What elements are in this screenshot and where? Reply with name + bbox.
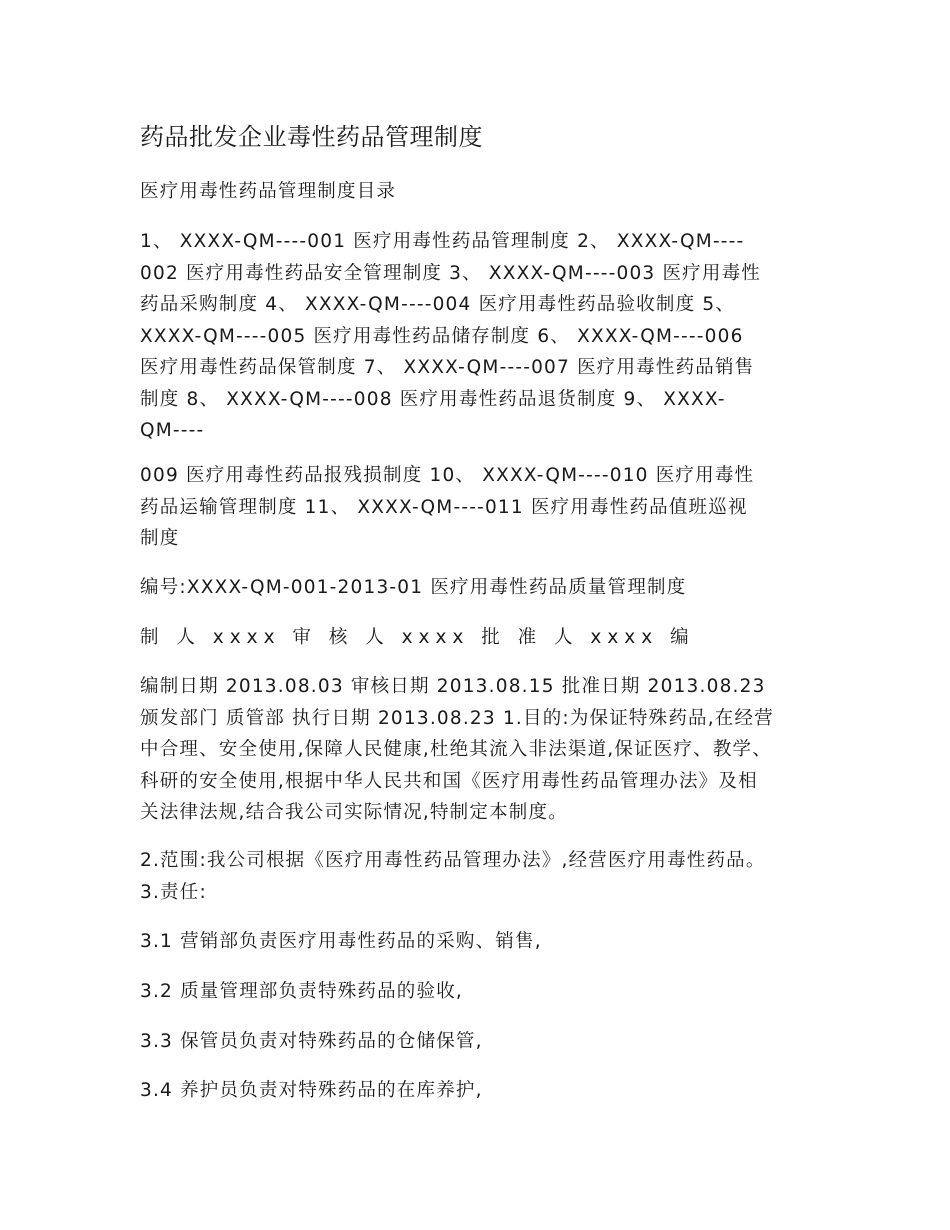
purpose-line: 颁发部门 质管部 执行日期 2013.08.23 1.目的:为保证特殊药品,在经营: [140, 707, 774, 729]
responsibility-text: 3.4 养护员负责对特殊药品的在库养护,: [140, 1080, 483, 1101]
toc-line: 药品采购制度 4、 XXXX-QM----004 医疗用毒性药品验收制度 5、: [140, 294, 736, 315]
responsibility-3-4: [140, 1075, 820, 1107]
scope-section: [140, 845, 820, 908]
doc-number: [140, 572, 820, 604]
signers-line: [140, 622, 820, 654]
toc-heading-text: 医疗用毒性药品管理制度目录: [140, 181, 397, 202]
document-title: 药品批发企业毒性药品管理制度: [140, 123, 483, 151]
signers-text: 制 人 xxxx 审 核 人 xxxx 批 准 人 xxxx 编: [140, 627, 695, 648]
toc-line: 医疗用毒性药品保管制度 7、 XXXX-QM----007 医疗用毒性药品销售: [140, 357, 755, 378]
purpose-line: 编制日期 2013.08.03 审核日期 2013.08.15 批准日期 2013.08.23: [140, 676, 766, 697]
toc-list-continued: [140, 460, 820, 555]
toc-line: 1、 XXXX-QM----001 医疗用毒性药品管理制度 2、 XXXX-QM----: [140, 231, 745, 252]
toc-line: 009 医疗用毒性药品报残损制度 10、 XXXX-QM----010 医疗用毒性: [140, 465, 755, 486]
responsibility-text: 3.1 营销部负责医疗用毒性药品的采购、销售,: [140, 931, 542, 952]
responsibility-3-3: [140, 1026, 820, 1058]
responsibility-text: 3.3 保管员负责对特殊药品的仓储保管,: [140, 1031, 483, 1052]
scope-line: 3.责任:: [140, 881, 207, 903]
toc-line: 药品运输管理制度 11、 XXXX-QM----011 医疗用毒性药品值班巡视: [140, 496, 748, 518]
toc-line: QM----: [140, 420, 205, 441]
toc-line: XXXX-QM----005 医疗用毒性药品储存制度 6、 XXXX-QM----006: [140, 325, 744, 347]
purpose-line: 中合理、安全使用,保障人民健康,杜绝其流入非法渠道,保证医疗、教学、: [140, 739, 772, 760]
scope-line: 2.范围:我公司根据《医疗用毒性药品管理办法》,经营医疗用毒性药品。: [140, 850, 766, 871]
responsibility-3-1: [140, 926, 820, 958]
doc-number-text: 编号:XXXX-QM-001-2013-01 医疗用毒性药品质量管理制度: [140, 577, 687, 598]
responsibility-text: 3.2 质量管理部负责特殊药品的验收,: [140, 981, 463, 1002]
toc-heading: [140, 176, 820, 208]
toc-line: 制度: [140, 528, 180, 549]
toc-line: 制度 8、 XXXX-QM----008 医疗用毒性药品退货制度 9、 XXXX-: [140, 388, 726, 410]
toc-line: 002 医疗用毒性药品安全管理制度 3、 XXXX-QM----003 医疗用毒性: [140, 262, 761, 284]
purpose-line: 关法律法规,结合我公司实际情况,特制定本制度。: [140, 802, 568, 823]
purpose-section: [140, 671, 820, 829]
purpose-line: 科研的安全使用,根据中华人民共和国《医疗用毒性药品管理办法》及相: [140, 770, 758, 792]
responsibility-3-2: [140, 976, 820, 1008]
toc-list: [140, 226, 820, 447]
